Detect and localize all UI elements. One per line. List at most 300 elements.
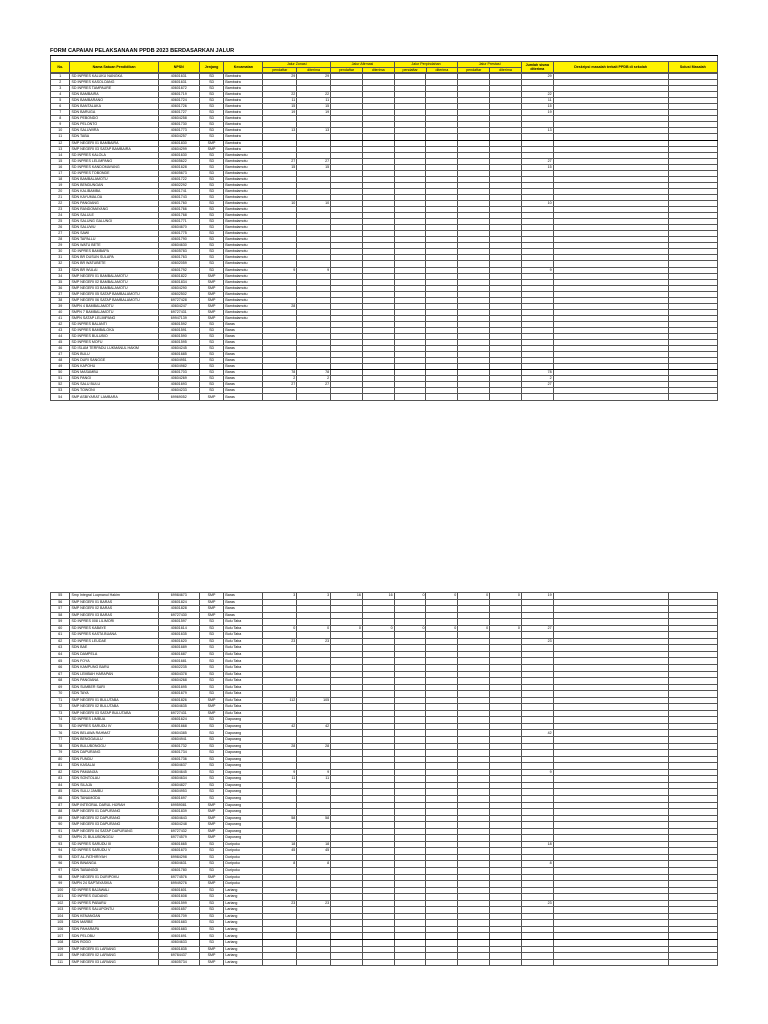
cell-jenjang: SD	[199, 364, 224, 370]
header-prestasi: Jalur Prestasi	[458, 62, 522, 68]
cell-kecamatan: Baras	[224, 394, 263, 400]
cell-kecamatan: Bambaira	[224, 146, 263, 152]
cell-nama: SD INPRES TAMPAURE	[70, 86, 158, 92]
cell-nama: SMP NEGERI 01 BAMBAIRA	[70, 140, 158, 146]
cell-no: 52	[51, 382, 70, 388]
cell-kecamatan: Bambaira	[224, 128, 263, 134]
cell-zonasi-diterima: 15	[297, 164, 331, 170]
cell-no: 106	[51, 926, 70, 933]
cell-no: 50	[51, 370, 70, 376]
cell-npsn: 69969052	[158, 394, 199, 400]
cell-nama: SMP NEGERI 05 SATAP BAMBALAMOTU	[70, 291, 158, 297]
cell-npsn: 40605734	[158, 959, 199, 966]
cell-kecamatan: Bulu Taba	[224, 691, 263, 698]
cell-afirmasi-diterima: 0	[362, 625, 394, 632]
cell-no: 16	[51, 164, 70, 170]
cell-nama: SDN BR WULAI	[70, 267, 158, 273]
cell-no: 12	[51, 140, 70, 146]
cell-kecamatan: Dapurang	[224, 769, 263, 776]
cell-npsn: 69784437	[158, 953, 199, 960]
cell-no: 105	[51, 920, 70, 927]
cell-zonasi-pendaftar: 23	[263, 900, 297, 907]
cell-nama: SDN PEBONDO	[70, 116, 158, 122]
cell-no: 25	[51, 219, 70, 225]
cell-no: 60	[51, 625, 70, 632]
cell-jenjang: SD	[199, 678, 224, 685]
cell-jenjang: SD	[199, 907, 224, 914]
cell-zonasi-diterima	[297, 959, 331, 966]
cell-nama: SMP NEGERI 03 SATAP BULUTABA	[70, 710, 158, 717]
cell-no: 34	[51, 273, 70, 279]
cell-jumlah: 22	[521, 92, 553, 98]
cell-jenjang: SMP	[199, 959, 224, 966]
cell-jenjang: SD	[199, 237, 224, 243]
cell-kecamatan: Baras	[224, 327, 263, 333]
cell-kecamatan: Baras	[224, 364, 263, 370]
cell-nama: SMP INTEGRAL DARUL HIJRAH	[70, 802, 158, 809]
cell-no: 94	[51, 848, 70, 855]
cell-no: 22	[51, 200, 70, 206]
cell-zonasi-pendaftar: 23	[263, 638, 297, 645]
cell-perpindahan-pendaftar	[394, 959, 426, 966]
cell-no: 46	[51, 346, 70, 352]
cell-zonasi-diterima: 105	[297, 697, 331, 704]
cell-jumlah: 18	[521, 841, 553, 848]
cell-no: 47	[51, 352, 70, 358]
cell-no: 36	[51, 285, 70, 291]
header-perpindahan: Jalur Perpindahan	[394, 62, 458, 68]
cell-kecamatan: Bambalamotu	[224, 207, 263, 213]
cell-kecamatan: Dapurang	[224, 737, 263, 744]
cell-no: 59	[51, 619, 70, 626]
cell-npsn: 40604631	[158, 861, 199, 868]
cell-no: 11	[51, 134, 70, 140]
cell-kecamatan: Baras	[224, 388, 263, 394]
cell-kecamatan: Duripoku	[224, 861, 263, 868]
cell-nama: SMP NEGERI 01 BARAS	[70, 599, 158, 606]
cell-nama: SDN TAYA	[70, 691, 158, 698]
cell-jenjang: SD	[199, 651, 224, 658]
cell-jenjang: SD	[199, 200, 224, 206]
cell-jumlah: 15	[521, 104, 553, 110]
cell-no: 21	[51, 194, 70, 200]
cell-kecamatan: Bulu Taba	[224, 684, 263, 691]
cell-jenjang: SMP	[199, 828, 224, 835]
cell-zonasi-pendaftar: 45	[263, 848, 297, 855]
cell-nama: Smp Integral Luqmanul Hakim	[70, 593, 158, 600]
cell-no: 95	[51, 854, 70, 861]
header-diterima: diterima	[490, 67, 522, 73]
cell-no: 48	[51, 358, 70, 364]
cell-kecamatan: Bambalamotu	[224, 231, 263, 237]
cell-nama: SMP NEGERI 01 DAPURANG	[70, 809, 158, 816]
cell-nama: SDN TANAMODA	[70, 795, 158, 802]
cell-no: 38	[51, 297, 70, 303]
header-jenjang: Jenjang	[199, 62, 224, 73]
cell-nama: SDN SAWI	[70, 231, 158, 237]
cell-prestasi-diterima: 0	[490, 625, 522, 632]
cell-nama: SDN TOWONI	[70, 388, 158, 394]
cell-nama: SDN SALU BULU	[70, 382, 158, 388]
cell-npsn: 40601834	[158, 279, 199, 285]
header-kecamatan: Kecamatan	[224, 62, 263, 73]
cell-no: 77	[51, 737, 70, 744]
cell-npsn: 40601620	[158, 638, 199, 645]
cell-no: 104	[51, 913, 70, 920]
cell-zonasi-diterima: 19	[297, 110, 331, 116]
cell-kecamatan: Bambalamotu	[224, 188, 263, 194]
cell-zonasi-diterima	[297, 394, 331, 400]
cell-kecamatan: Duripoku	[224, 867, 263, 874]
cell-jenjang: SD	[199, 867, 224, 874]
cell-nama: SD INPRES SALUPONTU	[70, 907, 158, 914]
cell-jumlah: 2	[521, 376, 553, 382]
cell-no: 20	[51, 188, 70, 194]
cell-zonasi-diterima: 10	[297, 200, 331, 206]
cell-nama: SMP NEGERI 03 SATAP BAMBAIRA	[70, 146, 158, 152]
cell-npsn: 40601790	[158, 237, 199, 243]
cell-npsn: 40601631	[158, 74, 199, 80]
cell-jumlah: 27	[521, 158, 553, 164]
cell-kecamatan: Baras	[224, 376, 263, 382]
cell-no: 85	[51, 789, 70, 796]
cell-jenjang: SD	[199, 376, 224, 382]
cell-jenjang: SD	[199, 255, 224, 261]
cell-nama: SD INPRES SARUDU V	[70, 848, 158, 855]
cell-no: 67	[51, 671, 70, 678]
cell-zonasi-pendaftar: 42	[263, 723, 297, 730]
cell-kecamatan: Baras	[224, 334, 263, 340]
cell-jenjang: SD	[199, 756, 224, 763]
cell-npsn: 40601780	[158, 867, 199, 874]
cell-nama: SDIT AL-FATHIRIYAH	[70, 854, 158, 861]
cell-npsn: 40601630	[158, 152, 199, 158]
cell-nama: SD INPRES KABAYE	[70, 625, 158, 632]
cell-nama: SDN KENANGAN	[70, 913, 158, 920]
cell-kecamatan: Bulu Taba	[224, 710, 263, 717]
cell-no: 28	[51, 237, 70, 243]
cell-no: 98	[51, 874, 70, 881]
cell-kecamatan: Bambaira	[224, 86, 263, 92]
cell-jenjang: SMP	[199, 881, 224, 888]
cell-jenjang: SD	[199, 128, 224, 134]
cell-kecamatan: Dapurang	[224, 789, 263, 796]
cell-kecamatan: Baras	[224, 370, 263, 376]
cell-afirmasi-diterima	[362, 959, 394, 966]
cell-no: 53	[51, 388, 70, 394]
cell-no: 57	[51, 606, 70, 613]
cell-nama: SDN PELONTO	[70, 122, 158, 128]
cell-no: 97	[51, 867, 70, 874]
cell-nama: SDN KAMPUNG BARU	[70, 665, 158, 672]
cell-prestasi-diterima	[490, 959, 522, 966]
cell-afirmasi-pendaftar	[331, 394, 363, 400]
cell-nama: SDN DURI SANGGE	[70, 358, 158, 364]
cell-nama: SMP NEGERI 01 DURIPOKU	[70, 874, 158, 881]
cell-kecamatan: Bambalamotu	[224, 297, 263, 303]
cell-npsn: 40601668	[158, 723, 199, 730]
cell-nama: SDN BAMBAIRA	[70, 92, 158, 98]
cell-kecamatan: Lariang	[224, 959, 263, 966]
cell-nama: SDN PAMANJIA	[70, 769, 158, 776]
cell-nama: SDN PANGI	[70, 376, 158, 382]
cell-nama: SD INPRES GUDANG	[70, 894, 158, 901]
cell-no: 65	[51, 658, 70, 665]
cell-jenjang: SMP	[199, 704, 224, 711]
cell-zonasi-diterima: 15	[297, 104, 331, 110]
cell-zonasi-pendaftar: 29	[263, 74, 297, 80]
cell-zonasi-pendaftar: 0	[263, 625, 297, 632]
cell-jumlah	[521, 394, 553, 400]
cell-nama: SDN KALIBAMBA	[70, 188, 158, 194]
cell-nama: SDN SONTOLAU	[70, 776, 158, 783]
cell-no: 102	[51, 900, 70, 907]
cell-jenjang: SMP	[199, 315, 224, 321]
cell-kecamatan: Bambalamotu	[224, 261, 263, 267]
cell-no: 87	[51, 802, 70, 809]
cell-prestasi-pendaftar: 0	[458, 625, 490, 632]
cell-nama: SDN FOYA	[70, 658, 158, 665]
cell-kecamatan: Bambalamotu	[224, 249, 263, 255]
cell-zonasi-pendaftar	[263, 959, 297, 966]
cell-zonasi-pendaftar: 13	[263, 128, 297, 134]
cell-no: 83	[51, 776, 70, 783]
cell-kecamatan: Bulu Taba	[224, 678, 263, 685]
cell-deskripsi	[553, 959, 668, 966]
cell-npsn: 40604268	[158, 678, 199, 685]
cell-npsn: 40601679	[158, 691, 199, 698]
cell-no: 40	[51, 309, 70, 315]
cell-jenjang: SD	[199, 926, 224, 933]
data-table-page-1	[50, 73, 718, 401]
cell-nama: SDN SALULE	[70, 213, 158, 219]
cell-jenjang: SMP	[199, 394, 224, 400]
cell-npsn: 40604248	[158, 822, 199, 829]
cell-no: 18	[51, 176, 70, 182]
cell-jenjang: SMP	[199, 273, 224, 279]
cell-npsn: 40601703	[158, 370, 199, 376]
cell-jumlah: 19	[521, 110, 553, 116]
cell-npsn: 69774576	[158, 874, 199, 881]
cell-npsn: 40601665	[158, 841, 199, 848]
cell-jenjang: SD	[199, 104, 224, 110]
cell-nama: SMP NEGERI 03 BAMBALAMOTU	[70, 285, 158, 291]
cell-kecamatan: Dapurang	[224, 802, 263, 809]
cell-jenjang: SD	[199, 243, 224, 249]
cell-kecamatan: Bambaira	[224, 80, 263, 86]
cell-kecamatan: Lariang	[224, 926, 263, 933]
cell-zonasi-diterima: 29	[297, 74, 331, 80]
cell-npsn: 40602292	[158, 182, 199, 188]
cell-nama: SD INPRES KALUKU NANGKA	[70, 74, 158, 80]
cell-kecamatan: Lariang	[224, 953, 263, 960]
cell-npsn: 40604299	[158, 146, 199, 152]
cell-nama: SDN KAYUMALOA	[70, 194, 158, 200]
header-pendaftar: pendaftar	[331, 67, 363, 73]
cell-jenjang: SD	[199, 638, 224, 645]
cell-npsn: 40601597	[158, 619, 199, 626]
cell-zonasi-diterima: 23	[297, 638, 331, 645]
cell-no: 23	[51, 207, 70, 213]
header-pendaftar: pendaftar	[394, 67, 426, 73]
cell-npsn: 69727431	[158, 309, 199, 315]
cell-jenjang: SD	[199, 152, 224, 158]
cell-nama: SDN DAMPELA	[70, 651, 158, 658]
cell-zonasi-pendaftar: 15	[263, 104, 297, 110]
cell-jumlah: 42	[521, 730, 553, 737]
cell-kecamatan: Duripoku	[224, 848, 263, 855]
cell-no: 100	[51, 887, 70, 894]
cell-no: 93	[51, 841, 70, 848]
cell-nama: SMPN 21 BULUBONGGU	[70, 835, 158, 842]
cell-jenjang: SD	[199, 776, 224, 783]
cell-afirmasi-diterima	[362, 394, 394, 400]
cell-npsn: 40601693	[158, 382, 199, 388]
cell-npsn: 40601608	[158, 894, 199, 901]
cell-no: 45	[51, 340, 70, 346]
sheet-page-2	[50, 592, 718, 966]
cell-npsn: 40604630	[158, 243, 199, 249]
cell-no: 107	[51, 933, 70, 940]
cell-no: 2	[51, 80, 70, 86]
cell-nama: SMP NEGERI 03 DAPURANG	[70, 822, 158, 829]
cell-kecamatan: Duripoku	[224, 874, 263, 881]
cell-npsn: 40601830	[158, 140, 199, 146]
cell-jenjang: SMP	[199, 309, 224, 315]
cell-npsn: 40601599	[158, 900, 199, 907]
cell-zonasi-pendaftar: 11	[263, 776, 297, 783]
cell-prestasi-pendaftar	[458, 959, 490, 966]
cell-kecamatan: Dapurang	[224, 782, 263, 789]
cell-kecamatan: Bulu Taba	[224, 632, 263, 639]
cell-no: 32	[51, 261, 70, 267]
cell-npsn: 69727431	[158, 710, 199, 717]
cell-kecamatan: Duripoku	[224, 854, 263, 861]
cell-zonasi-diterima: 11	[297, 776, 331, 783]
cell-kecamatan: Dapurang	[224, 750, 263, 757]
cell-npsn: 40601683	[158, 926, 199, 933]
cell-no: 64	[51, 651, 70, 658]
cell-npsn: 69949276	[158, 881, 199, 888]
cell-npsn: 40601697	[158, 795, 199, 802]
cell-no: 27	[51, 231, 70, 237]
cell-no: 66	[51, 665, 70, 672]
cell-prestasi-pendaftar	[458, 394, 490, 400]
cell-jenjang: SD	[199, 134, 224, 140]
cell-jenjang: SD	[199, 249, 224, 255]
cell-zonasi-diterima: 11	[297, 98, 331, 104]
cell-perpindahan-diterima: 0	[426, 625, 458, 632]
cell-npsn: 40602502	[158, 291, 199, 297]
cell-npsn: 40601628	[158, 164, 199, 170]
cell-nama: SMP NEGERI 02 BAMBALAMOTU	[70, 279, 158, 285]
cell-kecamatan: Lariang	[224, 913, 263, 920]
cell-nama: SDN BENGGAULU	[70, 737, 158, 744]
cell-npsn: 40605622	[158, 158, 199, 164]
cell-kecamatan: Bulu Taba	[224, 665, 263, 672]
cell-jenjang: SMP	[199, 140, 224, 146]
cell-zonasi-pendaftar: 15	[263, 164, 297, 170]
cell-zonasi-diterima: 13	[297, 128, 331, 134]
cell-jenjang: SD	[199, 691, 224, 698]
cell-zonasi-diterima: 42	[297, 723, 331, 730]
cell-no: 82	[51, 769, 70, 776]
cell-nama: SD INPRES KANDOMAYANG	[70, 164, 158, 170]
cell-nama: SDN BAMBALAMOTU	[70, 176, 158, 182]
cell-npsn: 40601595	[158, 340, 199, 346]
cell-jenjang: SD	[199, 231, 224, 237]
cell-jenjang: SMP	[199, 606, 224, 613]
cell-npsn: 40601763	[158, 255, 199, 261]
cell-npsn: 40601727	[158, 110, 199, 116]
cell-jumlah: 19	[521, 593, 553, 600]
cell-nama: SD INPRES BAMBAPA	[70, 249, 158, 255]
cell-perpindahan-pendaftar: 0	[394, 593, 426, 600]
cell-kecamatan: Baras	[224, 321, 263, 327]
cell-zonasi-pendaftar: 10	[263, 200, 297, 206]
cell-nama: SD INPRES BULUBIO	[70, 334, 158, 340]
cell-jumlah: 11	[521, 98, 553, 104]
cell-npsn: 40601670	[158, 848, 199, 855]
cell-kecamatan: Dapurang	[224, 835, 263, 842]
cell-npsn: 40601591	[158, 327, 199, 333]
cell-npsn: 40601614	[158, 625, 199, 632]
cell-solusi	[668, 959, 717, 966]
cell-kecamatan: Bambalamotu	[224, 285, 263, 291]
cell-nama: SDN BR WATUBETE	[70, 261, 158, 267]
cell-no: 4	[51, 92, 70, 98]
cell-kecamatan: Dapurang	[224, 809, 263, 816]
cell-zonasi-diterima: 27	[297, 158, 331, 164]
cell-no: 103	[51, 907, 70, 914]
cell-nama: SD INPRES PABARU	[70, 900, 158, 907]
cell-npsn: 40604633	[158, 939, 199, 946]
cell-jenjang: SD	[199, 321, 224, 327]
cell-nama: SD INPRES MOFU	[70, 340, 158, 346]
cell-npsn: 40601741	[158, 188, 199, 194]
cell-jumlah: 23	[521, 638, 553, 645]
cell-npsn: 40604827	[158, 782, 199, 789]
cell-no: 74	[51, 717, 70, 724]
cell-nama: SD INPRES SARUDU III	[70, 841, 158, 848]
cell-kecamatan: Bambalamotu	[224, 176, 263, 182]
cell-zonasi-pendaftar: 28	[263, 743, 297, 750]
cell-nama: SDN BR DUSUN SULAPA	[70, 255, 158, 261]
cell-jenjang: SD	[199, 737, 224, 744]
header-npsn: NPSN	[158, 62, 199, 73]
cell-npsn: 40601687	[158, 651, 199, 658]
cell-npsn: 40601724	[158, 98, 199, 104]
cell-no: 33	[51, 267, 70, 273]
cell-npsn: 69774579	[158, 835, 199, 842]
cell-zonasi-pendaftar: 9	[263, 267, 297, 273]
cell-zonasi-diterima: 2	[297, 376, 331, 382]
cell-jenjang: SD	[199, 370, 224, 376]
cell-npsn: 40601722	[158, 176, 199, 182]
cell-no: 92	[51, 835, 70, 842]
cell-npsn: 40604269	[158, 376, 199, 382]
cell-no: 109	[51, 946, 70, 953]
cell-npsn: 40601828	[158, 606, 199, 613]
cell-nama: SDN WATU BETE	[70, 243, 158, 249]
table-header	[50, 61, 718, 73]
cell-jenjang: SD	[199, 382, 224, 388]
cell-jenjang: SMP	[199, 285, 224, 291]
cell-npsn: 40601766	[158, 207, 199, 213]
cell-npsn: 40602059	[158, 261, 199, 267]
cell-zonasi-pendaftar: 2	[263, 376, 297, 382]
cell-nama: SMP NEGERI 02 BULUTABA	[70, 704, 158, 711]
